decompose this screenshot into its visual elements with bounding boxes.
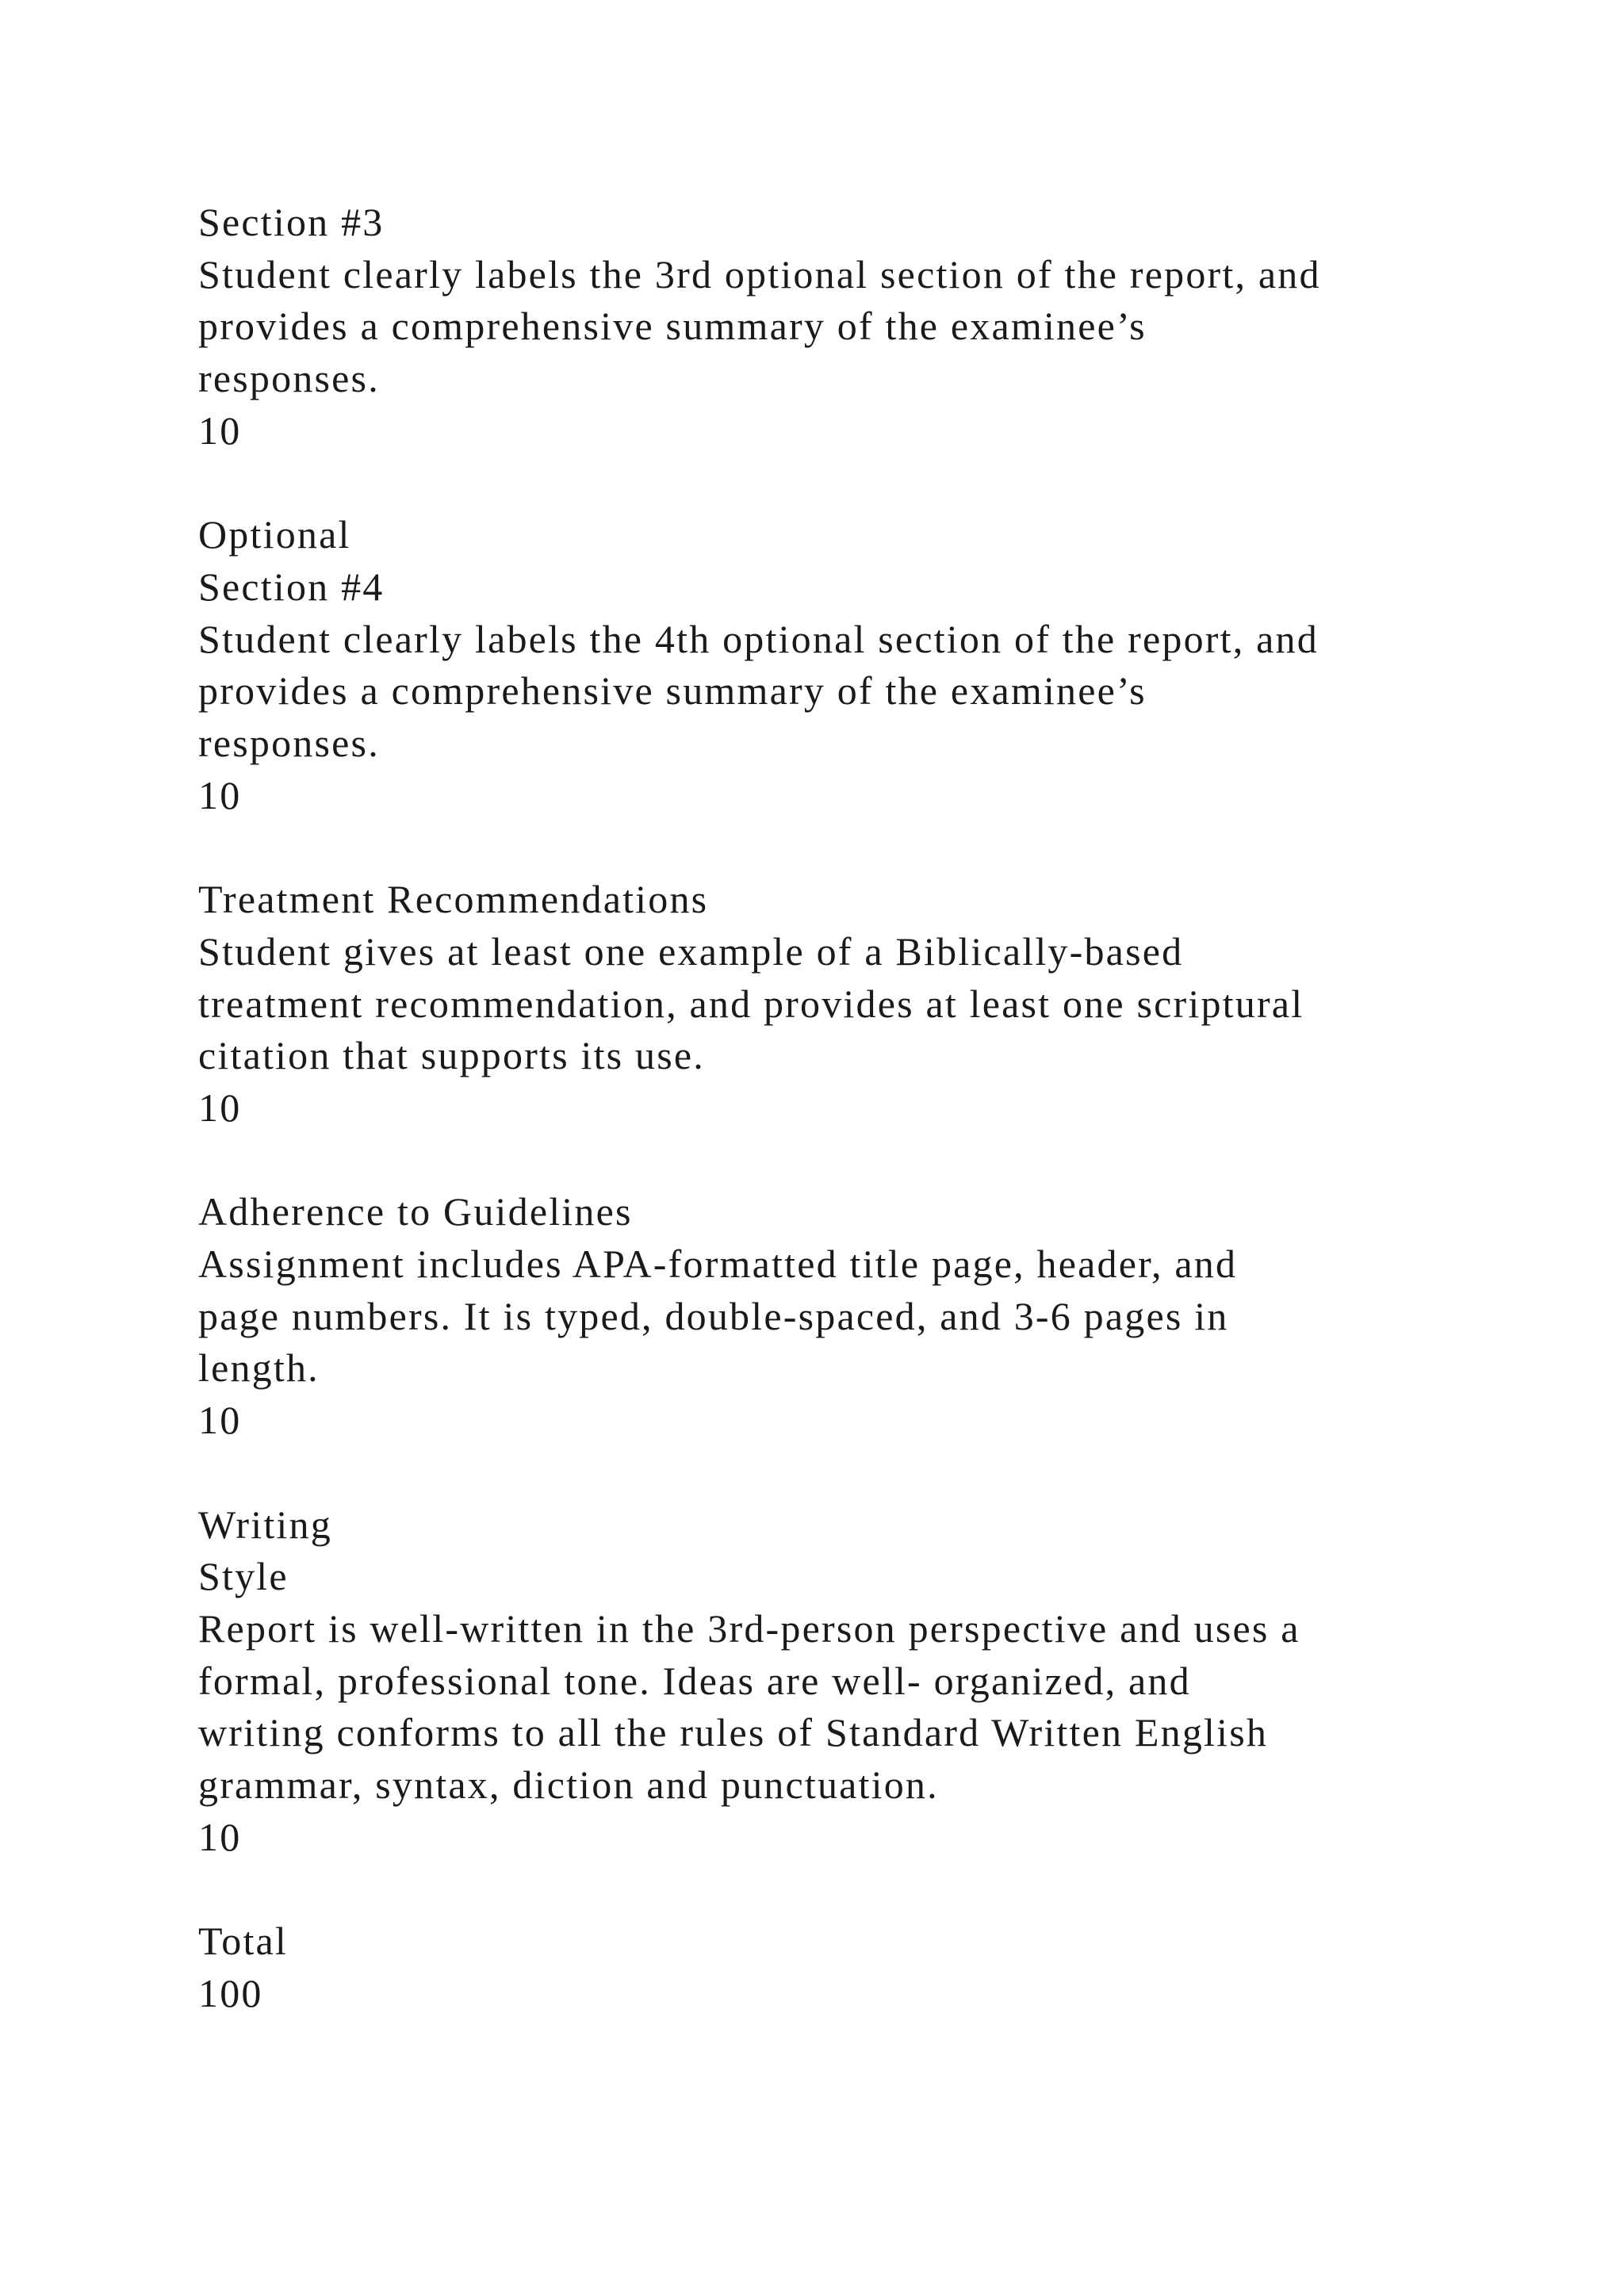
rubric-writing-style: [198, 1499, 1499, 1864]
criterion-title: Treatment Recommendations: [198, 877, 709, 922]
rubric-treatment-recommendations: [198, 874, 1499, 1135]
criterion-description-line: provides a comprehensive summary of the examinee’s: [198, 304, 1147, 349]
rubric-adherence-to-guidelines: [198, 1186, 1499, 1447]
criterion-points: 10: [198, 1814, 242, 1859]
criterion-description-line: Report is well-written in the 3rd-person perspective and uses a: [198, 1605, 1300, 1651]
criterion-description-line: Student clearly labels the 3rd optional section of the report, and: [198, 251, 1321, 297]
criterion-points: 10: [198, 772, 242, 817]
criterion-description-line: formal, professional tone. Ideas are well- organized, and: [198, 1658, 1191, 1703]
total-points: 100: [198, 1970, 263, 2015]
criterion-description-line: writing conforms to all the rules of Standard Written English: [198, 1710, 1269, 1755]
criterion-description-line: length.: [198, 1345, 320, 1391]
criterion-description-line: page numbers. It is typed, double-spaced, and 3-6 pages in: [198, 1293, 1229, 1338]
criterion-description-line: Student clearly labels the 4th optional section of the report, and: [198, 616, 1319, 661]
document-body: [198, 197, 1499, 2072]
criterion-points: 10: [198, 1085, 242, 1130]
rubric-section-4: [198, 509, 1499, 821]
criterion-description-line: Assignment includes APA-formatted title page, header, and: [198, 1242, 1238, 1287]
total-label: Total: [198, 1919, 289, 1964]
criterion-points: 10: [198, 408, 242, 453]
criterion-title: Section #3: [198, 200, 385, 244]
criterion-description-line: Student gives at least one example of a Biblically-based: [198, 928, 1184, 974]
criterion-description-line: responses.: [198, 721, 380, 766]
criterion-title: Section #4: [198, 564, 385, 609]
criterion-title: Style: [198, 1554, 289, 1599]
criterion-title: Adherence to Guidelines: [198, 1189, 633, 1234]
criterion-description-line: provides a comprehensive summary of the examinee’s: [198, 668, 1147, 714]
rubric-total: [198, 1915, 1499, 2019]
criterion-points: 10: [198, 1398, 242, 1443]
criterion-title: Writing: [198, 1502, 332, 1547]
criterion-description-line: citation that supports its use.: [198, 1033, 705, 1078]
rubric-section-3: [198, 197, 1499, 457]
criterion-description-line: grammar, syntax, diction and punctuation.: [198, 1762, 939, 1808]
criterion-description-line: responses.: [198, 356, 380, 401]
criterion-description-line: treatment recommendation, and provides at least one scriptural: [198, 981, 1304, 1026]
criterion-title: Optional: [198, 512, 351, 557]
